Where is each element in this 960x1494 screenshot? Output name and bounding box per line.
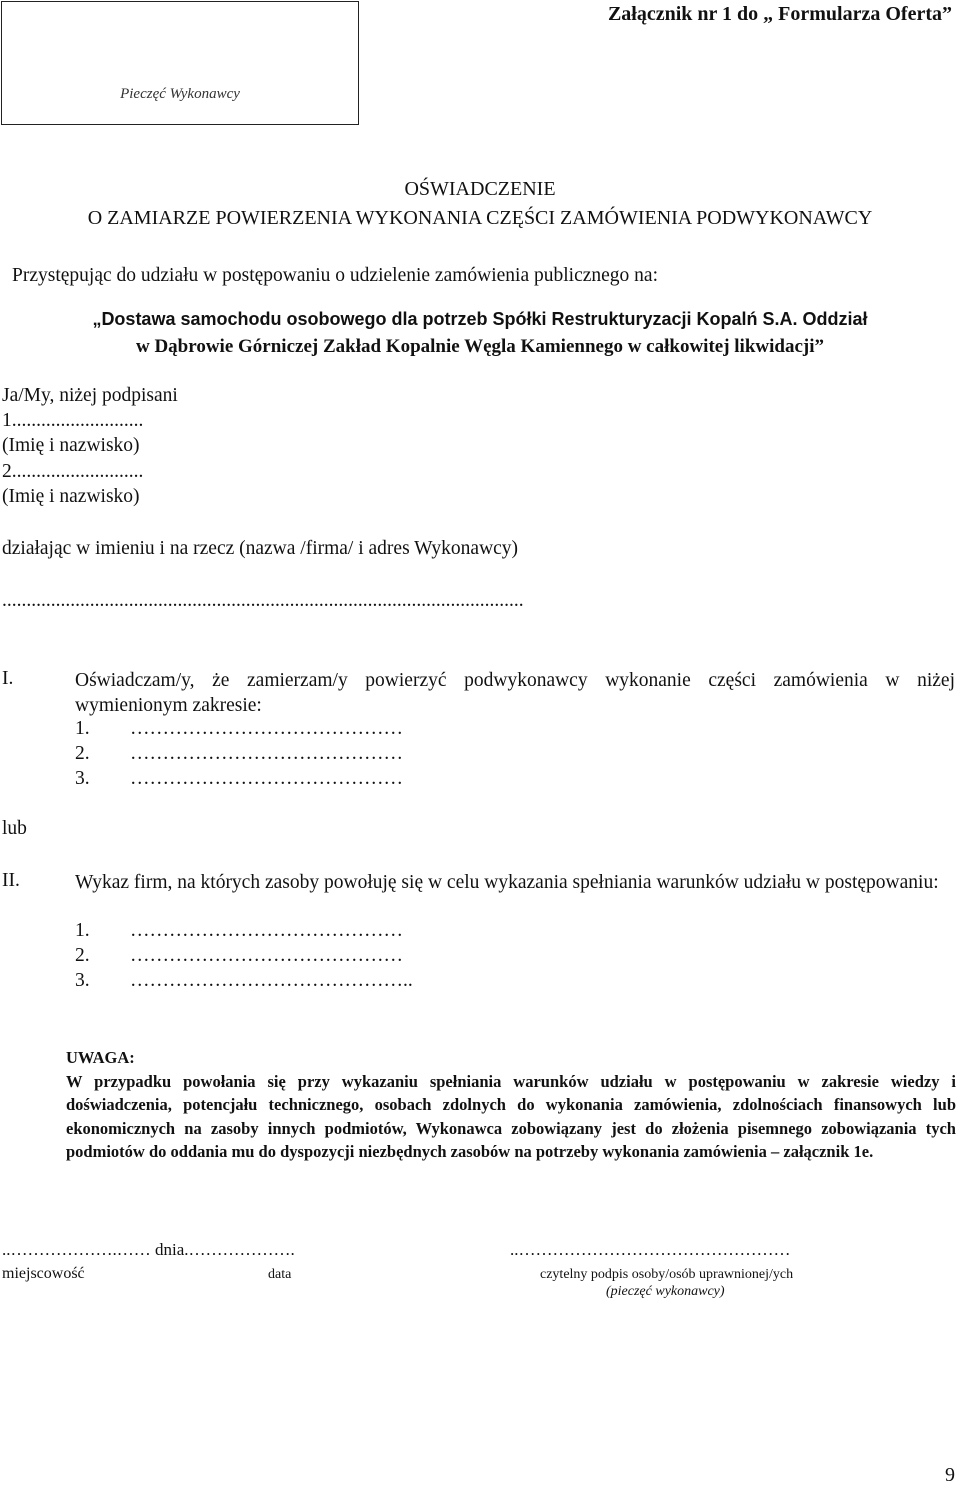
section-1-item-2-num: 2. [75,743,90,764]
section-1-item-1-num: 1. [75,718,90,739]
signature-label: czytelny podpis osoby/osób uprawnionej/ych [540,1267,794,1282]
signatory-line-1: 1........................... [2,410,144,431]
section-1-text: Oświadczam/y, że zamierzam/y powierzyć podwykonawcy wykonanie części zamówienia w niżej wymienionym zakresie: [75,670,955,716]
section-1-item-2-dots: …………………………………… [130,743,403,764]
document-title: OŚWIADCZENIE [404,178,556,200]
section-2-item-1-num: 1. [75,920,90,941]
section-2-item-3-dots: …………………………………….. [130,970,413,991]
signatory-line-2: 2........................... [2,461,144,482]
place-label: miejscowość [2,1265,85,1282]
or-label: lub [2,818,27,839]
intro-text: Przystępując do udziału w postępowaniu o udzielenie zamówienia publicznego na: [12,265,659,286]
note-title: UWAGA: [66,1048,135,1067]
subject-line-2: w Dąbrowie Górniczej Zakład Kopalnie Węgla Kamiennego w całkowitej likwidacji” [135,336,825,357]
section-1-item-3-num: 3. [75,768,90,789]
section-1-item-3-dots: …………………………………… [130,768,403,789]
place-date-line: ..……………….…… dnia.………………. [2,1240,295,1259]
section-1-number: I. [2,668,14,689]
section-2-item-2-dots: …………………………………… [130,945,403,966]
signatory-caption-2: (Imię i nazwisko) [2,486,140,507]
contractor-stamp-box [1,1,359,125]
contractor-stamp-caption: (pieczęć wykonawcy) [606,1284,725,1299]
note-text: W przypadku powołania się przy wykazaniu spełniania warunków udziału w postępowaniu w zakresie wiedzy i doświadczenia, potencjału technicznego, osobach zdolnych do wykonania zamówienia, zdolnościach finansowych lub ekonomicznych na zasoby innych podmiotów, Wykonawca zobowiązany jest do złożenia pisemnego zobowiązania tych podmiotów do oddania mu do dyspozycji niezbędnych zasobów na potrzeby wykonania zamówienia – załącznik 1e. [66,1071,956,1161]
signature-line: ..………………………………………… [510,1240,791,1259]
section-2-number: II. [2,870,20,891]
section-2-item-3-num: 3. [75,970,90,991]
acting-on-behalf: działając w imieniu i na rzecz (nazwa /firma/ i adres Wykonawcy) [2,538,519,559]
signatory-caption-1: (Imię i nazwisko) [2,435,140,456]
document-subtitle: O ZAMIARZE POWIERZENIA WYKONANIA CZĘŚCI ZAMÓWIENIA PODWYKONAWCY [87,207,873,229]
contractor-name-field: ........................................................................................................... [2,590,524,611]
note-block [66,1046,956,1164]
section-2-text: Wykaz firm, na których zasoby powołuję się w celu wykazania spełniania warunków udziału w postępowaniu: [75,872,939,893]
stamp-label: Pieczęć Wykonawcy [120,86,240,102]
section-1-item-1-dots: …………………………………… [130,718,403,739]
subject-line-1: „Dostawa samochodu osobowego dla potrzeb Spółki Restrukturyzacji Kopalń S.A. Oddział [92,309,868,329]
signatories-intro: Ja/My, niżej podpisani [2,385,178,406]
date-label: data [268,1267,292,1282]
section-2-item-1-dots: …………………………………… [130,920,403,941]
section-2-item-2-num: 2. [75,945,90,966]
attachment-label: Załącznik nr 1 do „ Formularza Oferta” [607,3,952,25]
page-number: 9 [945,1464,955,1486]
